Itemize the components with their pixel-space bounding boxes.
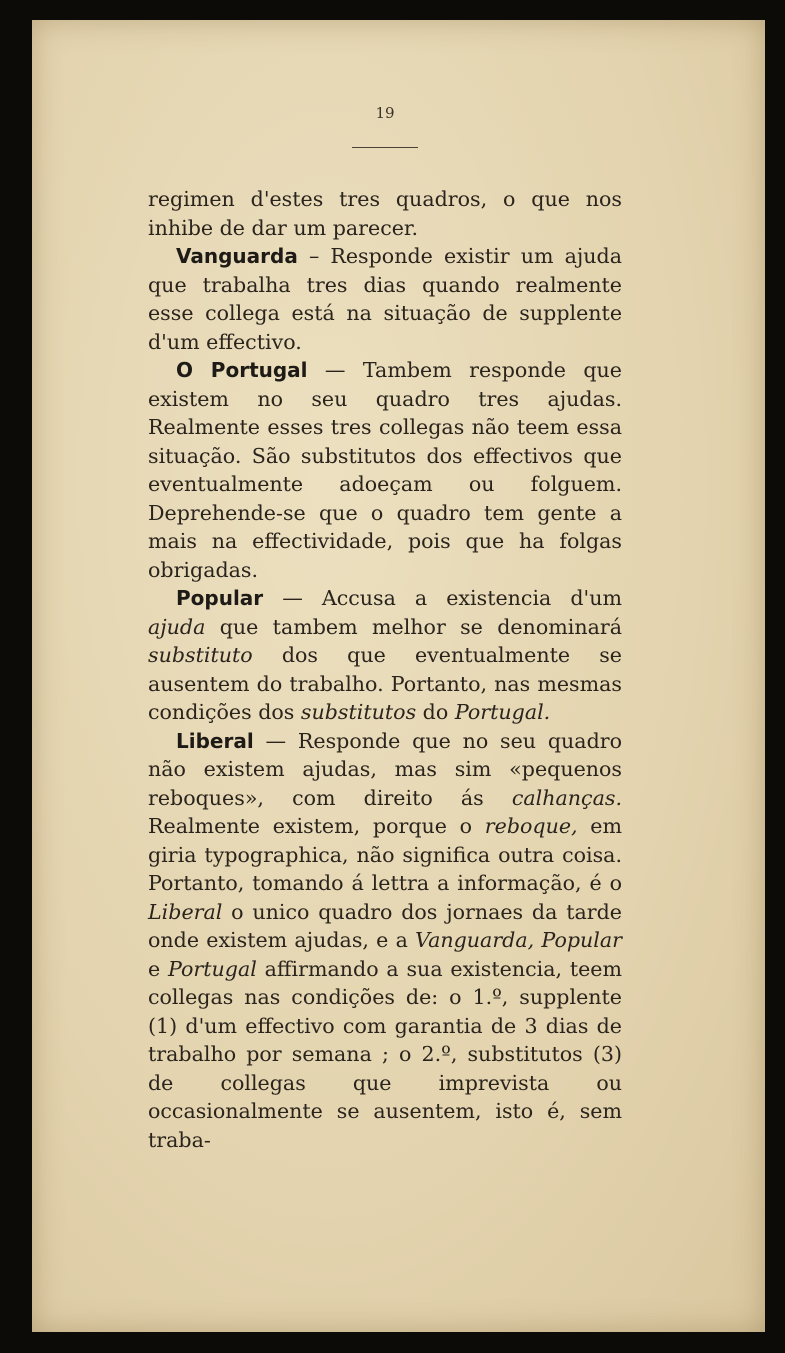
italic-text: calhanças. bbox=[511, 785, 622, 810]
italic-text: Portugal bbox=[167, 956, 257, 981]
italic-text: Liberal bbox=[148, 899, 223, 924]
text-run: o unico quadro dos jornaes da tarde onde existem ajudas, e a bbox=[148, 899, 622, 952]
paragraph bbox=[148, 242, 622, 356]
paragraph bbox=[148, 185, 622, 242]
text-run: affirmando a sua existencia, teem collegas nas condições de: o 1.º, supplente (1) d'um effectivo com garantia de 3 dias de trabalho por semana ; o 2.º, substitutos (3) de collegas que imprevista ou occasionalmente se ausentem, isto é, sem traba- bbox=[148, 956, 622, 1152]
paragraph bbox=[148, 727, 622, 1155]
paragraph bbox=[148, 584, 622, 727]
body-text bbox=[148, 185, 622, 1154]
text-run: — Accusa a existencia d'um bbox=[263, 586, 622, 610]
paragraph bbox=[148, 356, 622, 584]
italic-text: Vanguarda, Popular bbox=[415, 928, 622, 952]
newspaper-name: Popular bbox=[176, 586, 264, 610]
text-run: que tambem melhor se denominará bbox=[205, 614, 622, 639]
newspaper-name: O Portugal bbox=[176, 358, 308, 382]
italic-text: ajuda bbox=[148, 614, 206, 639]
text-run: do bbox=[416, 700, 455, 724]
italic-text: substitutos bbox=[300, 700, 417, 724]
text-run: – Responde existir um ajuda que trabalha tres dias quando realmente esse collega está na situação de supplente d'um effectivo. bbox=[148, 244, 622, 354]
text-run: — Responde que no seu quadro não existem ajudas, mas sim «pequenos reboques», com direito ás bbox=[148, 728, 622, 810]
text-run: em giria typographica, não significa outra coisa. Portanto, tomando á lettra a informação, é o bbox=[148, 814, 622, 895]
newspaper-name: Vanguarda bbox=[176, 244, 298, 268]
text-run: e bbox=[148, 956, 168, 981]
text-run: — Tambem responde que existem no seu quadro tres ajudas. Realmente esses tres collegas não teem essa situação. São substitutos dos effectivos que eventualmente adoeçam ou folguem. Deprehende-se que o quadro tem gente a mais na effectividade, pois que ha folgas obrigadas. bbox=[148, 358, 622, 582]
italic-text: Portugal. bbox=[454, 700, 551, 724]
header-rule bbox=[352, 147, 418, 148]
newspaper-name: Liberal bbox=[176, 728, 254, 753]
page-number: 19 bbox=[375, 104, 395, 122]
italic-text: substituto bbox=[148, 643, 253, 667]
text-run: regimen d'estes tres quadros, o que nos inhibe de dar um parecer. bbox=[148, 187, 622, 240]
text-run: dos que eventualmente se ausentem do trabalho. Portanto, nas mesmas condições dos bbox=[148, 643, 622, 724]
book-page bbox=[32, 20, 765, 1332]
text-run: Realmente existem, porque o bbox=[148, 814, 485, 838]
italic-text: reboque, bbox=[484, 814, 578, 838]
